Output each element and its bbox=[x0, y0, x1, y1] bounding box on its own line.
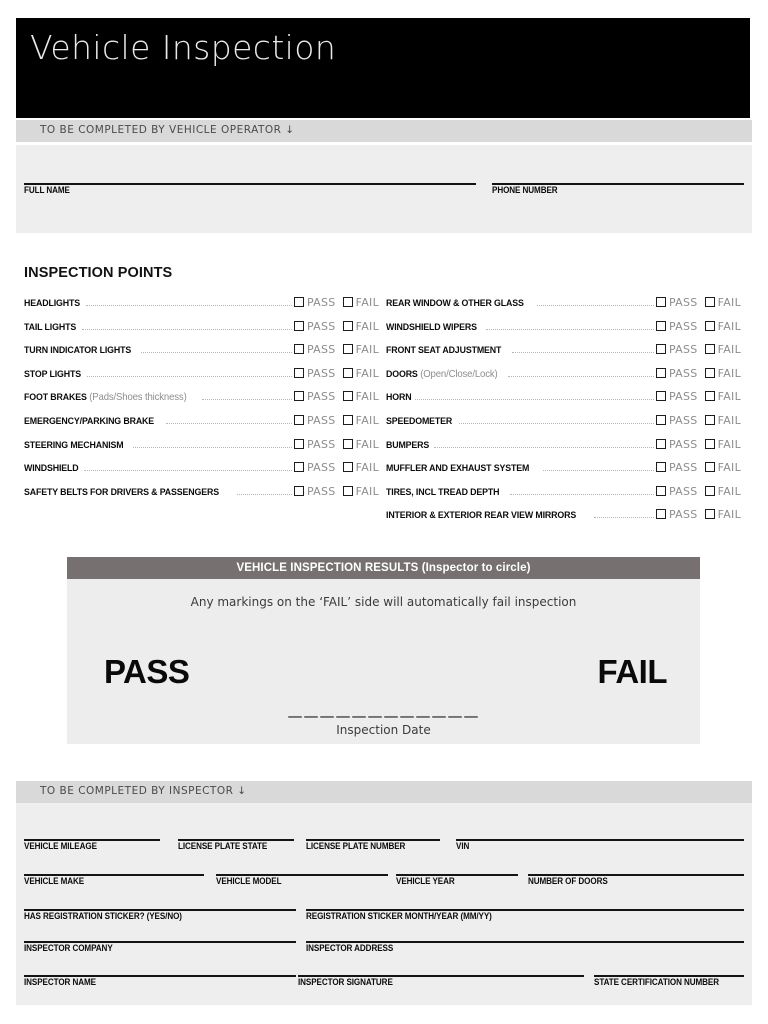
inspection-point-row bbox=[24, 438, 379, 462]
fail-label: FAIL bbox=[717, 484, 741, 498]
dotted-leader bbox=[133, 447, 292, 448]
pass-checkbox[interactable] bbox=[294, 297, 304, 307]
pass-label: PASS bbox=[668, 461, 698, 475]
field-label: LICENSE PLATE STATE bbox=[178, 841, 268, 851]
dotted-leader bbox=[512, 352, 654, 353]
inspection-point-label: INTERIOR & EXTERIOR REAR VIEW MIRRORS bbox=[386, 510, 577, 522]
dotted-leader bbox=[237, 494, 292, 495]
fail-label: FAIL bbox=[717, 366, 741, 380]
dotted-leader bbox=[84, 470, 292, 471]
inspection-results-panel bbox=[67, 557, 700, 744]
inspection-points-left-column bbox=[24, 296, 379, 508]
inspection-point-row bbox=[386, 367, 741, 391]
result-pass-option[interactable]: PASS bbox=[104, 653, 190, 690]
fail-label: FAIL bbox=[355, 461, 379, 475]
field-label: NUMBER OF DOORS bbox=[528, 876, 608, 886]
fail-checkbox[interactable] bbox=[705, 368, 715, 378]
fail-checkbox[interactable] bbox=[705, 486, 715, 496]
inspection-point-label: BUMPERS bbox=[386, 439, 430, 451]
inspection-point-label: STOP LIGHTS bbox=[24, 368, 82, 380]
fail-checkbox[interactable] bbox=[343, 462, 353, 472]
operator-section-label: TO BE COMPLETED BY VEHICLE OPERATOR ↓ bbox=[40, 124, 295, 136]
fail-checkbox[interactable] bbox=[705, 297, 715, 307]
inspection-point-label: WINDSHIELD bbox=[24, 463, 79, 475]
pass-label: PASS bbox=[668, 437, 698, 451]
inspection-point-row bbox=[386, 320, 741, 344]
fail-checkbox[interactable] bbox=[705, 415, 715, 425]
fail-checkbox[interactable] bbox=[705, 391, 715, 401]
inspection-point-row bbox=[386, 343, 741, 367]
inspector-section-label: TO BE COMPLETED BY INSPECTOR ↓ bbox=[40, 785, 247, 797]
pass-checkbox[interactable] bbox=[656, 439, 666, 449]
dotted-leader bbox=[166, 423, 292, 424]
fail-label: FAIL bbox=[717, 319, 741, 333]
inspection-point-label: HORN bbox=[386, 392, 412, 404]
inspection-point-label: REAR WINDOW & OTHER GLASS bbox=[386, 298, 524, 309]
pass-checkbox[interactable] bbox=[294, 321, 304, 331]
pass-label: PASS bbox=[306, 461, 336, 475]
fail-checkbox[interactable] bbox=[343, 321, 353, 331]
field-label: FULL NAME bbox=[24, 185, 70, 195]
inspection-point-label: STEERING MECHANISM bbox=[24, 439, 124, 451]
pass-label: PASS bbox=[306, 296, 336, 309]
fail-checkbox[interactable] bbox=[705, 509, 715, 519]
pass-label: PASS bbox=[306, 366, 336, 380]
fail-checkbox[interactable] bbox=[705, 439, 715, 449]
dotted-leader bbox=[508, 376, 654, 377]
inspection-point-row bbox=[386, 461, 741, 485]
pass-label: PASS bbox=[306, 390, 336, 404]
fail-checkbox[interactable] bbox=[343, 391, 353, 401]
pass-label: PASS bbox=[668, 366, 698, 380]
fail-label: FAIL bbox=[717, 296, 741, 309]
pass-checkbox[interactable] bbox=[294, 439, 304, 449]
result-fail-option[interactable]: FAIL bbox=[597, 653, 667, 690]
inspector-section-band bbox=[16, 781, 752, 803]
inspection-point-row bbox=[24, 320, 379, 344]
dotted-leader bbox=[486, 329, 654, 330]
inspection-point-label: EMERGENCY/PARKING BRAKE bbox=[24, 415, 155, 427]
fail-checkbox[interactable] bbox=[343, 415, 353, 425]
pass-checkbox[interactable] bbox=[294, 486, 304, 496]
inspection-point-label: SAFETY BELTS FOR DRIVERS & PASSENGERS bbox=[24, 486, 219, 498]
inspection-point-row bbox=[386, 508, 741, 532]
inspection-point-row bbox=[386, 485, 741, 509]
pass-checkbox[interactable] bbox=[656, 486, 666, 496]
field-label: INSPECTOR SIGNATURE bbox=[298, 977, 393, 987]
pass-checkbox[interactable] bbox=[294, 415, 304, 425]
fail-label: FAIL bbox=[355, 390, 379, 404]
pass-label: PASS bbox=[306, 319, 336, 333]
pass-label: PASS bbox=[668, 343, 698, 357]
fail-checkbox[interactable] bbox=[343, 297, 353, 307]
inspection-point-note: (Pads/Shoes thickness) bbox=[86, 392, 187, 404]
field-label: PHONE NUMBER bbox=[492, 185, 558, 195]
inspection-point-label: TIRES, INCL TREAD DEPTH bbox=[386, 486, 500, 498]
inspection-point-label: MUFFLER AND EXHAUST SYSTEM bbox=[386, 463, 530, 475]
fail-checkbox[interactable] bbox=[343, 486, 353, 496]
inspection-point-label: FRONT SEAT ADJUSTMENT bbox=[386, 345, 502, 357]
inspection-points-right-column bbox=[386, 296, 741, 532]
inspection-point-row bbox=[24, 390, 379, 414]
dotted-leader bbox=[594, 517, 654, 518]
pass-label: PASS bbox=[306, 484, 336, 498]
inspection-point-row bbox=[24, 461, 379, 485]
inspection-point-row bbox=[24, 485, 379, 509]
field-label: VEHICLE MILEAGE bbox=[24, 841, 97, 851]
inspection-point-row bbox=[386, 438, 741, 462]
dotted-leader bbox=[202, 399, 292, 400]
pass-checkbox[interactable] bbox=[294, 368, 304, 378]
inspection-point-row bbox=[24, 296, 379, 320]
results-header-bar: VEHICLE INSPECTION RESULTS (Inspector to circle) bbox=[67, 557, 700, 579]
dotted-leader bbox=[543, 470, 654, 471]
dotted-leader bbox=[434, 447, 654, 448]
inspection-point-label: DOORS (Open/Close/Lock) bbox=[386, 368, 498, 380]
fail-label: FAIL bbox=[717, 437, 741, 451]
field-label: HAS REGISTRATION STICKER? (YES/NO) bbox=[24, 911, 182, 921]
pass-label: PASS bbox=[668, 390, 698, 404]
inspection-point-label: SPEEDOMETER bbox=[386, 415, 453, 427]
inspection-point-row bbox=[386, 390, 741, 414]
fail-label: FAIL bbox=[717, 508, 741, 522]
fail-label: FAIL bbox=[355, 413, 379, 427]
field-rule bbox=[456, 839, 744, 841]
dotted-leader bbox=[415, 399, 654, 400]
field-label: INSPECTOR ADDRESS bbox=[306, 943, 394, 953]
inspector-fields-panel bbox=[16, 803, 752, 1005]
field-label: INSPECTOR COMPANY bbox=[24, 943, 113, 953]
results-note: Any markings on the ‘FAIL’ side will automatically fail inspection bbox=[190, 595, 577, 609]
pass-checkbox[interactable] bbox=[656, 344, 666, 354]
dotted-leader bbox=[87, 376, 292, 377]
pass-label: PASS bbox=[668, 484, 698, 498]
inspection-point-row bbox=[386, 414, 741, 438]
pass-checkbox[interactable] bbox=[656, 391, 666, 401]
dotted-leader bbox=[510, 494, 654, 495]
inspection-date-caption: Inspection Date bbox=[336, 723, 431, 737]
pass-checkbox[interactable] bbox=[656, 321, 666, 331]
inspection-point-label: TAIL LIGHTS bbox=[24, 321, 77, 333]
inspection-point-note: (Open/Close/Lock) bbox=[417, 368, 498, 380]
fail-label: FAIL bbox=[355, 366, 379, 380]
fail-label: FAIL bbox=[355, 437, 379, 451]
pass-label: PASS bbox=[668, 508, 698, 522]
fail-checkbox[interactable] bbox=[705, 344, 715, 354]
pass-checkbox[interactable] bbox=[294, 462, 304, 472]
pass-checkbox[interactable] bbox=[656, 415, 666, 425]
inspection-point-label: FOOT BRAKES (Pads/Shoes thickness) bbox=[24, 392, 187, 404]
operator-fields-panel bbox=[16, 145, 752, 233]
field-label: STATE CERTIFICATION NUMBER bbox=[594, 977, 720, 987]
document-header bbox=[16, 18, 750, 118]
inspection-point-row bbox=[24, 343, 379, 367]
fail-label: FAIL bbox=[355, 484, 379, 498]
dotted-leader bbox=[86, 305, 292, 306]
inspection-point-label: HEADLIGHTS bbox=[24, 298, 81, 309]
field-label: VEHICLE YEAR bbox=[396, 876, 455, 886]
field-rule bbox=[24, 183, 476, 185]
fail-label: FAIL bbox=[717, 390, 741, 404]
pass-label: PASS bbox=[668, 413, 698, 427]
inspection-point-row bbox=[24, 367, 379, 391]
field-label: VEHICLE MODEL bbox=[216, 876, 282, 886]
field-label: VIN bbox=[456, 841, 470, 851]
inspection-point-label: WINDSHIELD WIPERS bbox=[386, 321, 477, 333]
field-label: VEHICLE MAKE bbox=[24, 876, 85, 886]
dotted-leader bbox=[141, 352, 292, 353]
field-label: REGISTRATION STICKER MONTH/YEAR (MM/YY) bbox=[306, 911, 492, 921]
pass-checkbox[interactable] bbox=[294, 391, 304, 401]
pass-checkbox[interactable] bbox=[294, 344, 304, 354]
field-label: INSPECTOR NAME bbox=[24, 977, 96, 987]
inspection-point-row bbox=[24, 414, 379, 438]
pass-label: PASS bbox=[668, 319, 698, 333]
inspection-point-label: TURN INDICATOR LIGHTS bbox=[24, 345, 132, 357]
pass-label: PASS bbox=[668, 296, 698, 309]
fail-label: FAIL bbox=[717, 413, 741, 427]
pass-checkbox[interactable] bbox=[656, 462, 666, 472]
pass-checkbox[interactable] bbox=[656, 509, 666, 519]
pass-checkbox[interactable] bbox=[656, 297, 666, 307]
operator-section-band bbox=[16, 120, 752, 142]
fail-checkbox[interactable] bbox=[343, 344, 353, 354]
fail-checkbox[interactable] bbox=[705, 321, 715, 331]
page-title: Vehicle Inspection bbox=[30, 28, 337, 67]
fail-label: FAIL bbox=[355, 319, 379, 333]
inspection-date-line[interactable]: ———————————— bbox=[287, 707, 480, 725]
fail-label: FAIL bbox=[355, 296, 379, 309]
fail-label: FAIL bbox=[355, 343, 379, 357]
inspection-points-title: INSPECTION POINTS bbox=[24, 265, 173, 281]
fail-checkbox[interactable] bbox=[705, 462, 715, 472]
dotted-leader bbox=[82, 329, 292, 330]
field-label: LICENSE PLATE NUMBER bbox=[306, 841, 406, 851]
pass-checkbox[interactable] bbox=[656, 368, 666, 378]
pass-label: PASS bbox=[306, 437, 336, 451]
pass-label: PASS bbox=[306, 343, 336, 357]
dotted-leader bbox=[459, 423, 654, 424]
inspection-point-row bbox=[386, 296, 741, 320]
pass-label: PASS bbox=[306, 413, 336, 427]
fail-label: FAIL bbox=[717, 461, 741, 475]
fail-checkbox[interactable] bbox=[343, 439, 353, 449]
fail-checkbox[interactable] bbox=[343, 368, 353, 378]
fail-label: FAIL bbox=[717, 343, 741, 357]
dotted-leader bbox=[537, 305, 654, 306]
